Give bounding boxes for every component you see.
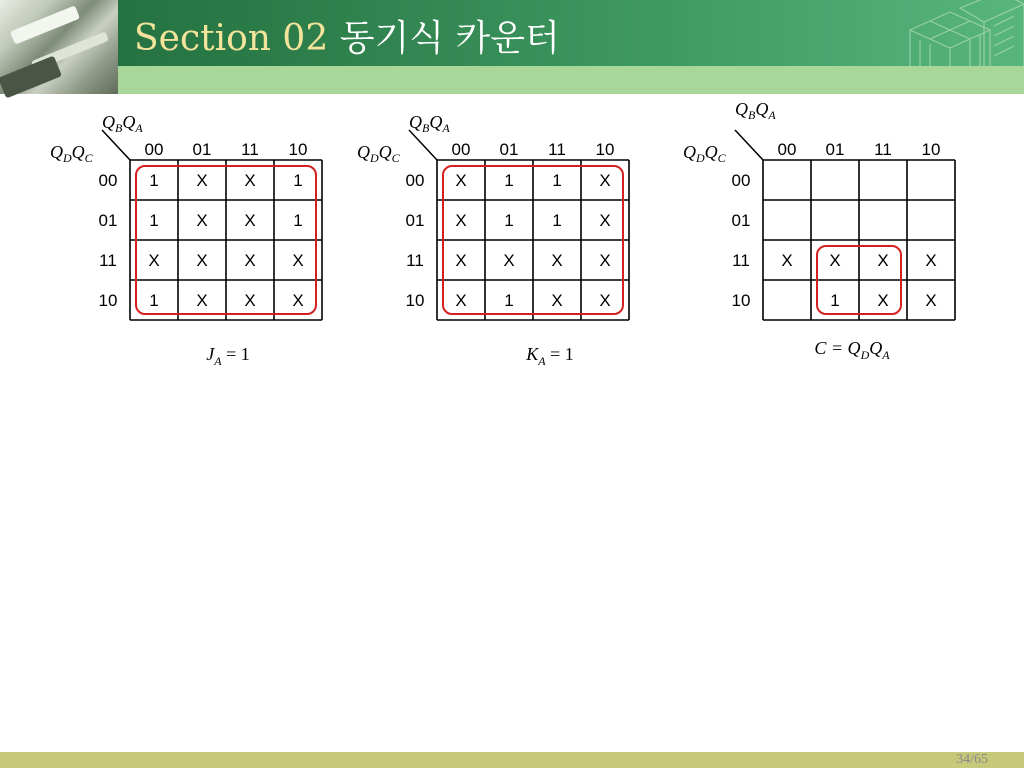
kmap-cell: X [244, 211, 256, 230]
kmap-row-label: 01 [731, 211, 751, 230]
kmap-cell: X [455, 291, 467, 310]
kmap-col-label: 11 [241, 140, 259, 159]
kmap-cell: X [196, 211, 208, 230]
kmap-row-label: 01 [98, 211, 118, 230]
kmap-cell: X [196, 251, 208, 270]
kmap-col-label: 11 [874, 140, 892, 159]
kmap-equation: $J_A = 1$ [206, 344, 250, 368]
kmap-cell: X [196, 171, 208, 190]
kmap-cell: X [551, 291, 563, 310]
kmap-cell: 1 [149, 211, 159, 230]
kmap-cell: 1 [149, 171, 159, 190]
kmap-col-variable: $Q_BQ_A$ [409, 112, 450, 135]
kmap-row-label: 00 [98, 171, 118, 190]
kmap-cell: 1 [293, 211, 303, 230]
kmap-row-label: 00 [405, 171, 425, 190]
kmap-row-label: 10 [731, 291, 751, 310]
kmap-cell: 1 [504, 171, 514, 190]
kmap-col-label: 01 [825, 140, 845, 159]
kmap-row-label: 10 [98, 291, 118, 310]
kmap-row-variable: $Q_DQ_C$ [50, 142, 93, 165]
kmap-cell: X [599, 251, 611, 270]
kmap-cell: X [551, 251, 563, 270]
kmap-col-variable: $Q_BQ_A$ [735, 99, 776, 122]
kmap-col-label: 01 [499, 140, 519, 159]
kmap-row-variable: $Q_DQ_C$ [357, 142, 400, 165]
kmap-cell: X [244, 291, 256, 310]
kmap-col-label: 01 [192, 140, 212, 159]
kmap-col-label: 10 [921, 140, 941, 159]
kmap-cell: 1 [149, 291, 159, 310]
kmap-cell: X [599, 171, 611, 190]
kmap-col-label: 10 [288, 140, 308, 159]
kmap-cell: 1 [293, 171, 303, 190]
kmap-cell: X [781, 251, 793, 270]
kmap-cell: 1 [552, 171, 562, 190]
kmap-cell: 1 [830, 291, 840, 310]
kmap-2 [357, 112, 629, 368]
page-number: 34/65 [956, 752, 988, 767]
header-photo [0, 0, 118, 94]
kmap-cell: X [455, 211, 467, 230]
kmap-cell: X [292, 291, 304, 310]
kmap-cell: 1 [552, 211, 562, 230]
slide-footer-bar [0, 752, 1024, 768]
kmap-row-label: 11 [99, 251, 117, 270]
kmap-cell: X [599, 211, 611, 230]
kmap-cell: X [877, 291, 889, 310]
kmap-col-label: 00 [144, 140, 164, 159]
kmap-cell: X [599, 291, 611, 310]
kmap-1 [50, 112, 322, 368]
kmap-cell: X [829, 251, 841, 270]
kmap-cell: X [925, 251, 937, 270]
kmap-row-label: 01 [405, 211, 425, 230]
kmap-cell: X [244, 251, 256, 270]
kmap-cell: X [196, 291, 208, 310]
kmap-col-label: 00 [777, 140, 797, 159]
kmap-equation: $K_A = 1$ [526, 344, 574, 368]
kmap-cell: X [148, 251, 160, 270]
kmap-cell: 1 [504, 211, 514, 230]
kmap-cell: X [925, 291, 937, 310]
kmap-row-label: 00 [731, 171, 751, 190]
kmap-cell: X [244, 171, 256, 190]
kmap-col-label: 00 [451, 140, 471, 159]
kmap-3 [683, 99, 955, 362]
kmap-diagonal [735, 130, 763, 160]
kmap-row-label: 11 [732, 251, 750, 270]
title-section: Section 02 [134, 18, 329, 59]
kmap-row-label: 11 [406, 251, 424, 270]
kmap-cell: X [877, 251, 889, 270]
kmap-col-label: 11 [548, 140, 566, 159]
kmap-row-label: 10 [405, 291, 425, 310]
kmap-cell: X [292, 251, 304, 270]
kmap-equation: $C = Q_DQ_A$ [814, 338, 890, 362]
kmap-cell: X [503, 251, 515, 270]
kmap-col-label: 10 [595, 140, 615, 159]
kmap-row-variable: $Q_DQ_C$ [683, 142, 726, 165]
kmap-cell: X [455, 171, 467, 190]
kmap-cell: 1 [504, 291, 514, 310]
kmap-col-variable: $Q_BQ_A$ [102, 112, 143, 135]
title-topic: 동기식 카운터 [339, 18, 560, 59]
kmap-cell: X [455, 251, 467, 270]
